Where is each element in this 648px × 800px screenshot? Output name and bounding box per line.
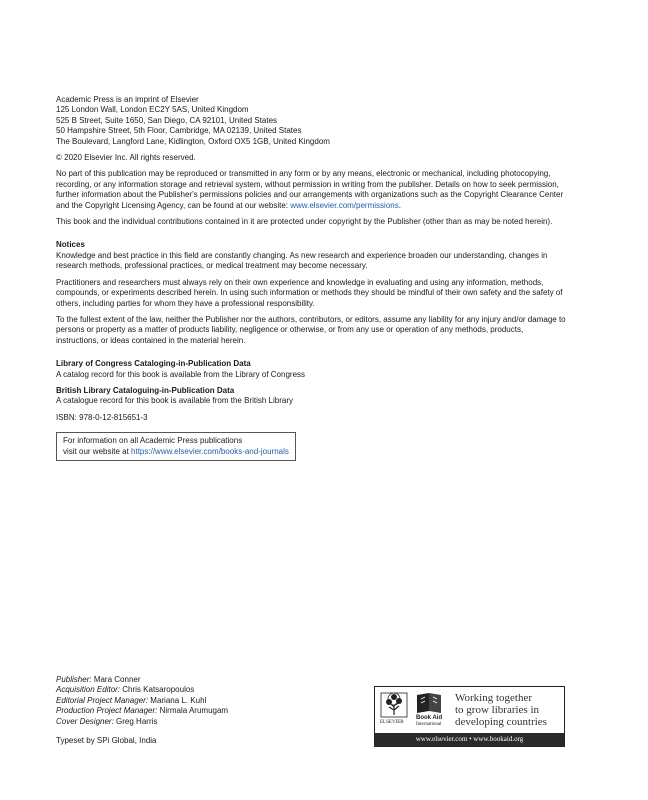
notices-paragraph: To the fullest extent of the law, neither the Publisher nor the authors, contributors, or editors, assume any liability for any injury and/or damage to persons or property as a matter of products liability, negligence or otherwise, or from any use or operation of any methods, products, instructions, or ideas contained in the material herein.	[56, 314, 566, 345]
book-aid-banner	[374, 686, 565, 747]
credit-line: Acquisition Editor: Chris Katsaropoulos	[56, 685, 195, 695]
rights-paragraph: No part of this publication may be reproduced or transmitted in any form or by any means, electronic or mechanical, including photocopying, recording, or any information storage and retrieval system, without permission in writing from the publisher. Details on how to seek permission, further information about the Publisher's permissions policies and our arrangements with organizations such as the Copyright Clearance Center and the Copyright Licensing Agency, can be found at our website: www.elsevier.com/permissions.	[56, 169, 564, 210]
bl-heading: British Library Cataloguing-in-Publication Data	[56, 385, 235, 395]
info-box-line: For information on all Academic Press publications	[63, 436, 243, 446]
notices-paragraph: Practitioners and researchers must always rely on their own experience and knowledge in evaluating and using any information, methods, compounds, or experiments described herein. In using such information or methods they should be mindful of their own safety and the safety of others, including parties for whom they have a professional responsibility.	[56, 277, 563, 308]
address-line: The Boulevard, Langford Lane, Kidlington, Oxford OX5 1GB, United Kingdom	[56, 136, 330, 146]
publisher-address-block	[56, 95, 566, 147]
credit-line: Cover Designer: Greg Harris	[56, 716, 158, 726]
production-credits	[56, 675, 356, 727]
address-line: 525 B Street, Suite 1650, San Diego, CA 92101, United States	[56, 115, 278, 125]
books-journals-link[interactable]: https://www.elsevier.com/books-and-journals	[131, 446, 289, 456]
bl-text: A catalogue record for this book is available from the British Library	[56, 396, 294, 406]
book-aid-slogan: Working together to grow libraries in developing countries	[455, 692, 547, 728]
imprint-line: Academic Press is an imprint of Elsevier	[56, 95, 199, 104]
isbn: ISBN: 978-0-12-815651-3	[56, 412, 148, 422]
info-box-line: visit our website at https://www.elsevier.com/books-and-journals	[63, 446, 289, 456]
protection-paragraph: This book and the individual contributions contained in it are protected under copyright by the Publisher (other than as may be noted herein).	[56, 217, 553, 227]
info-box	[56, 432, 296, 461]
address-line: 50 Hampshire Street, 5th Floor, Cambridge, MA 02139, United States	[56, 126, 302, 136]
notices-paragraph: Knowledge and best practice in this field are constantly changing. As new research and experience broaden our understanding, changes in research methods, professional practices, or medical treatment may become necessary.	[56, 250, 548, 271]
permissions-link[interactable]: www.elsevier.com/permissions	[290, 200, 399, 210]
credit-line: Production Project Manager: Nirmala Arumugam	[56, 706, 229, 716]
book-aid-label: Book Aid	[416, 715, 443, 721]
notices-heading: Notices	[56, 240, 85, 250]
credit-line: Editorial Project Manager: Mariana L. Kuhl	[56, 695, 207, 705]
copyright-notice: © 2020 Elsevier Inc. All rights reserved.	[56, 153, 196, 163]
loc-heading: Library of Congress Cataloging-in-Publication Data	[56, 359, 251, 369]
loc-text: A catalog record for this book is available from the Library of Congress	[56, 369, 306, 379]
credit-line: Publisher: Mara Conner	[56, 675, 141, 684]
elsevier-label: ELSEVIER	[380, 720, 404, 725]
copyright-page	[56, 95, 566, 461]
international-label: International	[416, 722, 442, 727]
typeset-line: Typeset by SPi Global, India	[56, 736, 157, 745]
address-line: 125 London Wall, London EC2Y 5AS, United Kingdom	[56, 105, 249, 115]
book-aid-footer: www.elsevier.com • www.bookaid.org	[375, 733, 564, 746]
